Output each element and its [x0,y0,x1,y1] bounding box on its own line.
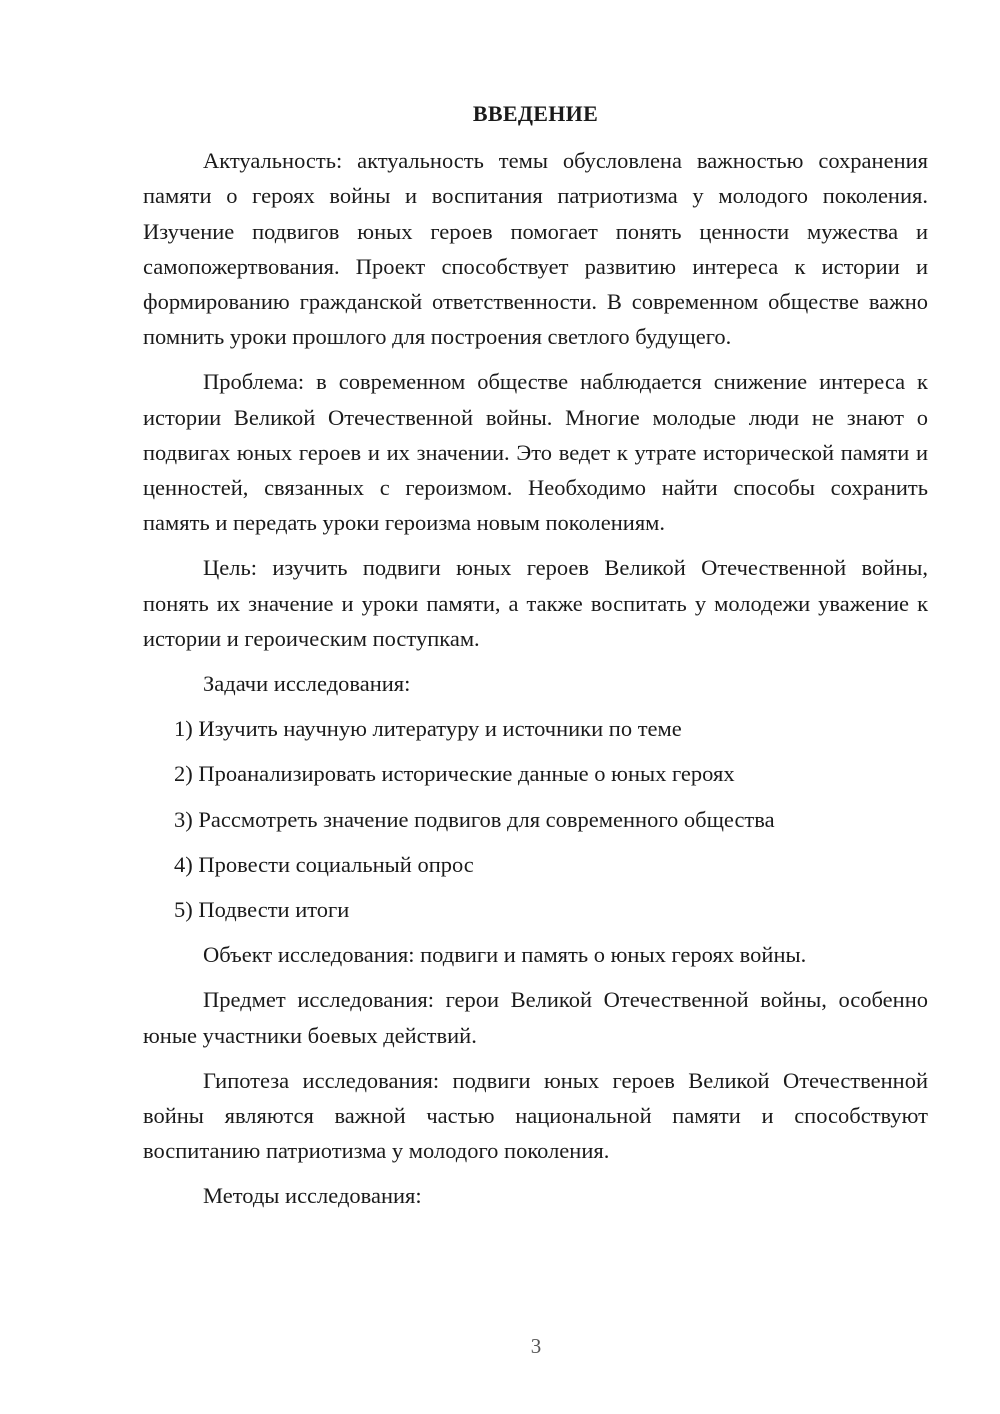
methods-title: Методы исследования: [203,1183,422,1209]
subject-paragraph: Предмет исследования: герои Великой Отечественной войны, особенно юные участники боевых действий. [143,987,928,1048]
goal-paragraph: Цель: изучить подвиги юных героев Великой Отечественной войны, понять их значение и уроки памяти, а также воспитать у молодежи уважение к истории и героическим поступкам. [143,555,928,651]
page-content [143,96,928,1224]
section-heading: ВВЕДЕНИЕ [472,101,599,126]
problem-paragraph: Проблема: в современном обществе наблюдается снижение интереса к истории Великой Отечественной войны. Многие молодые люди не знают о подвигах юных героев и их значении. Это ведет к утрате исторической памяти и ценностей, связанных с героизмом. Необходимо найти способы сохранить память и передать уроки героизма новым поколениям. [143,369,928,536]
tasks-title: Задачи исследования: [203,671,411,697]
hypothesis-paragraph: Гипотеза исследования: подвиги юных героев Великой Отечественной войны являются важной частью национальной памяти и способствуют воспитанию патриотизма у молодого поколения. [143,1067,928,1164]
tasks-list [143,711,928,927]
list-item: 3) Рассмотреть значение подвигов для современного общества [174,806,775,832]
object-paragraph: Объект исследования: подвиги и память о юных героях войны. [203,942,807,968]
page-number: 3 [530,1334,542,1358]
relevance-paragraph: Актуальность: актуальность темы обусловлена важностью сохранения памяти о героях войны и воспитания патриотизма у молодого поколения. Изучение подвигов юных героев помогает понять ценности мужества и самопожертвования. Проект способствует развитию интереса к истории и формированию гражданской ответственности. В современном обществе важно помнить уроки прошлого для построения светлого будущего. [143,148,928,350]
list-item: 5) Подвести итоги [174,897,350,923]
list-item: 2) Проанализировать исторические данные о юных героях [174,761,735,787]
list-item: 1) Изучить научную литературу и источники по теме [174,716,682,742]
list-item: 4) Провести социальный опрос [174,851,474,877]
